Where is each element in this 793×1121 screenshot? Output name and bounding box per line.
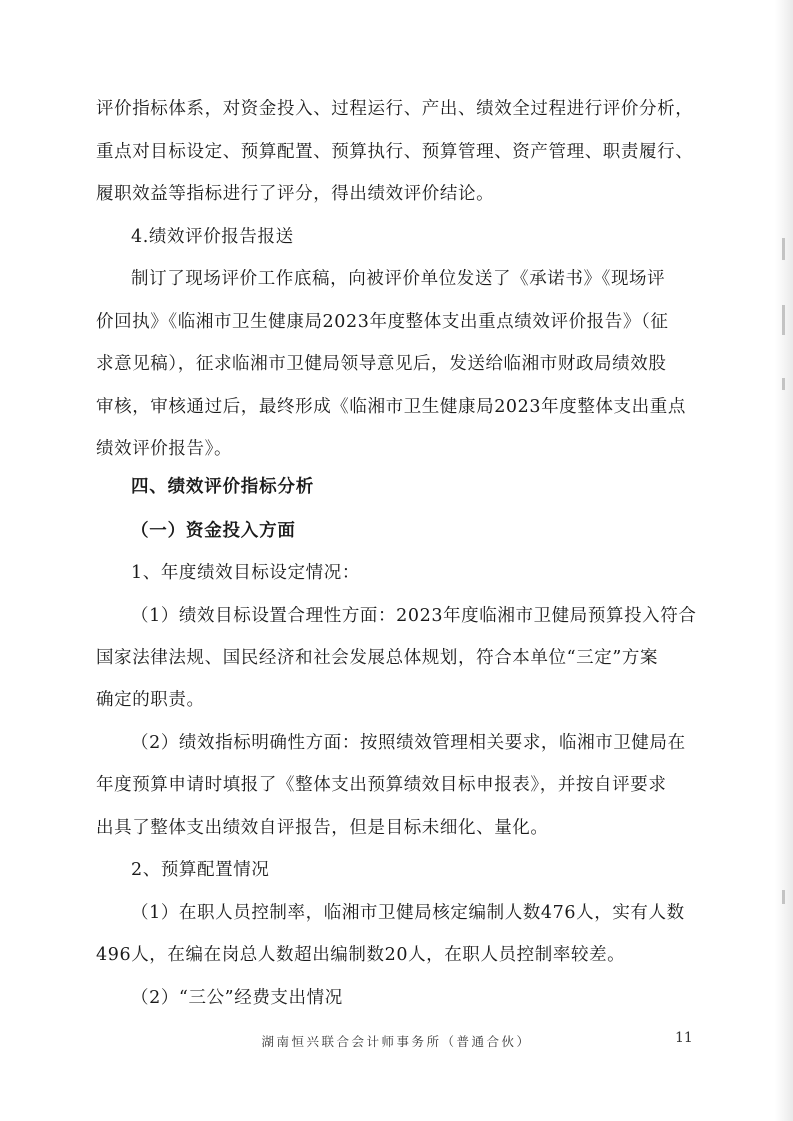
body-text-line: 年度预算申请时填报了《整体支出预算绩效目标申报表》，并按自评要求 (96, 775, 667, 795)
body-text-line: 确定的职责。 (96, 690, 205, 710)
body-text-line: 审核，审核通过后，最终形成《临湘市卫生健康局2023年度整体支出重点 (96, 397, 686, 417)
body-text-line: 绩效评价报告》。 (96, 439, 233, 459)
body-text-line: 价回执》《临湘市卫生健康局2023年度整体支出重点绩效评价报告》（征 (96, 312, 669, 332)
body-text-line: （1）在职人员控制率，临湘市卫健局核定编制人数476人，实有人数 (131, 903, 685, 923)
body-text-line: 评价指标体系，对资金投入、过程运行、产出、绩效全过程进行评价分析， (96, 99, 694, 119)
section-subheading: 2、预算配置情况 (131, 860, 270, 880)
body-text-line: 国家法律法规、国民经济和社会发展总体规划，符合本单位“三定”方案 (96, 648, 659, 668)
body-text-line: 制订了现场评价工作底稿，向被评价单位发送了《承诺书》《现场评 (131, 269, 666, 289)
body-text-line: 求意见稿），征求临湘市卫健局领导意见后，发送给临湘市财政局绩效股 (96, 354, 667, 374)
section-subheading: 4.绩效评价报告报送 (131, 227, 294, 247)
subsection-heading: （一）资金投入方面 (131, 521, 296, 541)
body-text-line: 重点对目标设定、预算配置、预算执行、预算管理、资产管理、职责履行、 (96, 142, 694, 162)
section-subheading: 1、年度绩效目标设定情况： (131, 563, 360, 583)
scan-artifact-mark (782, 890, 785, 904)
body-text-line: （1）绩效目标设置合理性方面：2023年度临湘市卫健局预算投入符合 (131, 606, 697, 626)
page-number: 11 (675, 1030, 693, 1046)
scan-artifact-mark (782, 238, 785, 260)
scan-artifact-mark (782, 378, 785, 390)
body-text-line: 出具了整体支出绩效自评报告，但是目标未细化、量化。 (96, 818, 549, 838)
footer-firm-name: 湖南恒兴联合会计师事务所（普通合伙） (261, 1034, 532, 1049)
body-text-line: 履职效益等指标进行了评分，得出绩效评价结论。 (96, 184, 495, 204)
body-text-line: 496人，在编在岗总人数超出编制数20人，在职人员控制率较差。 (96, 945, 626, 965)
body-text-line: （2）绩效指标明确性方面：按照绩效管理相关要求，临湘市卫健局在 (131, 733, 686, 753)
section-heading: 四、绩效评价指标分析 (131, 477, 314, 497)
scan-edge-shadow (775, 0, 793, 1121)
body-text-line: （2）“三公”经费支出情况 (131, 988, 343, 1008)
scan-artifact-mark (782, 305, 785, 335)
